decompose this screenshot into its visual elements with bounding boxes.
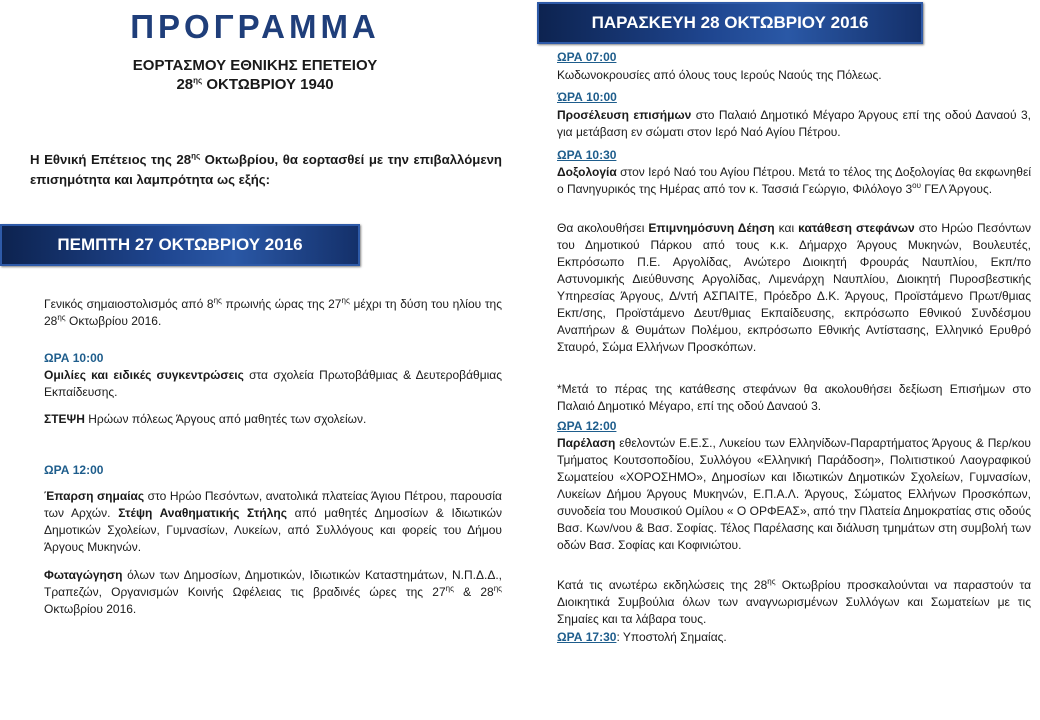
flag-lowering-line: ΩΡΑ 17:30: Υποστολή Σημαίας.: [557, 630, 727, 644]
page-title: ΠΡΟΓΡΑΜΜΑ: [130, 8, 380, 45]
thursday-time-1000: ΩΡΑ 10:00: [44, 351, 104, 365]
doxology-paragraph: Δοξολογία στον Ιερό Ναό του Αγίου Πέτρου. Μετά το τέλος της Δοξολογίας θα εκφωνηθεί ο Πανηγυρικός της Ημέρας από τον κ. Τασσιά Γεώργιο, Φιλόλογο $3^{o\upsilon}$ ΓΕΛ Άργους.: [557, 165, 1031, 196]
wreath-paragraph: ΣΤΕΨΗ Ηρώων πόλεως Άργους από μαθητές των σχολείων.: [44, 412, 367, 426]
thursday-banner: ΠΕΜΠΤΗ 27 ΟΚΤΩΒΡΙΟΥ 2016: [0, 224, 360, 266]
parade-paragraph: Παρέλαση εθελοντών Ε.Ε.Σ., Λυκείου των Ελληνίδων-Παραρτήματος Άργους & Περ/κου Τμήματος Κουτσοποδίου, Συλλόγου «Ελληνική Παράδοση», Πολιτιστικού Λαογραφικού Σωματείου «ΧΟΡΟΣΗΜΟ», Δημοσίων και Ιδιωτικών Δημοτικών Σχολείων, Γυμνασίων, Λυκείων Δήμου Άργους Μυκηνών, Ε.Π.Α.Λ. Άργους, Σώματος Ελλήνων Προσκόπων, συνοδεία του Μουσικού Ομίλου « Ο ΟΡΦΕΑΣ», από την Πλατεία Δημοκρατίας στις οδούς Βασ. Κων/νου & Βασ. Σοφίας. Τέλος Παρέλασης και διάλυση τμημάτων στη συμβολή των οδών Βασ. Σοφίας και Κοφινιώτου.: [557, 436, 1031, 552]
friday-banner: ΠΑΡΑΣΚΕΥΗ 28 ΟΚΤΩΒΡΙΟΥ 2016: [537, 2, 923, 44]
page-subtitle: [90, 56, 420, 94]
friday-time-0700: ΩΡΑ 07:00: [557, 50, 617, 64]
thursday-time-1200: ΩΡΑ 12:00: [44, 463, 104, 477]
reception-paragraph: *Μετά το πέρας της κατάθεσης στεφάνων θα ακολουθήσει δεξίωση Επισήμων στο Παλαιό Δημοτικό Μέγαρο, επί της οδού Δαναού 3.: [557, 382, 1031, 413]
flag-paragraph: Γενικός σημαιοστολισμός από $8^{\eta\varsigma}$ πρωινής ώρας της $27^{\eta\varsigma}$ μέχρι τη δύση του ηλίου της $28^{\eta\varsigma}$ Οκτωβρίου 2016.: [44, 296, 503, 328]
speeches-paragraph: Ομιλίες και ειδικές συγκεντρώσεις στα σχολεία Πρωτοβάθμιας & Δευτεροβάθμιας Εκπαίδευσης.: [44, 368, 502, 399]
bells-paragraph: Κωδωνοκρουσίες από όλους τους Ιερούς Ναούς της Πόλεως.: [557, 68, 882, 82]
friday-time-1200: ΩΡΑ 12:00: [557, 419, 617, 433]
illumination-paragraph: Φωταγώγηση όλων των Δημοσίων, Δημοτικών, Ιδιωτικών Καταστημάτων, Ν.Π.Δ.Δ., Τραπεζών, Οργανισμών Κοινής Ωφέλειας τις βραδινές ώρες της $27^{\eta\varsigma}$ & $28^{\eta\varsigma}$ Οκτωβρίου 2016.: [44, 568, 502, 616]
friday-time-1730: ΩΡΑ 17:30: [557, 630, 617, 644]
flag-raising-paragraph: Έπαρση σημαίας στο Ηρώο Πεσόντων, ανατολικά πλατείας Άγιου Πέτρου, παρουσία των Αρχών. Στέψη Αναθηματικής Στήλης από μαθητές Δημοσίων & Ιδιωτικών Δημοτικών Σχολείων, Γυμνασίων, Λυκείων, από Συλλόγους και φορείς του Δήμου Άργους Μυκηνών.: [44, 489, 502, 554]
subtitle-line-2: $28^{\eta\varsigma}$ ΟΚΤΩΒΡΙΟΥ 1940: [176, 76, 334, 93]
friday-time-1030: ΩΡΑ 10:30: [557, 148, 617, 162]
invitation-paragraph: Κατά τις ανωτέρω εκδηλώσεις της $28^{\eta\varsigma}$ Οκτωβρίου προσκαλούνται να παραστούν τα Διοικητικά Συμβούλια όλων των αναγνωρισμένων Συλλόγων και Σωματείων με τις Σημαίες και τα λάβαρα τους.: [557, 577, 1032, 626]
intro-paragraph: Η Εθνική Επέτειος της $28^{\eta\varsigma}$ Οκτωβρίου, θα εορτασθεί με την επιβαλλόμενη επισημότητα και λαμπρότητα ως εξής:: [30, 151, 502, 187]
friday-time-1000: ΏΡΑ 10:00: [557, 90, 617, 104]
memorial-paragraph: Θα ακολουθήσει Επιμνημόσυνη Δέηση και κατάθεση στεφάνων στο Ηρώο Πεσόντων του Δημοτικού Πάρκου από τους κ.κ. Δήμαρχο Άργους Μυκηνών, Βουλευτές, Εκπρόσωπο Π.Ε. Αργολίδας, Ανώτερο Διοικητή Φρουράς Ναυπλίου, Εκπ/πο Αστυνομικής Διεύθυνσης Αργολίδας, Λιμενάρχη Ναυπλίου, Διοικητή Πυροσβεστικής Υπηρεσίας Άργους, Δ/ντή ΑΣΠΑΙΤΕ, Πρόεδρο Δ.Κ. Άργους, Προϊστάμενο Πρωτ/θμιας Εκπ/σης, Προϊστάμενο Δευτ/θμιας Εκπαίδευσης, εκπρόσωπο Εθνικού Συνδέσμου Αναπήρων & Θυμάτων Πολέμου, εκπρόσωπο Εθνικής Αντίστασης, Ελληνικό Ερυθρό Σταυρό, Σώμα Ελλήνων Προσκόπων.: [557, 221, 1032, 354]
arrival-paragraph: Προσέλευση επισήμων στο Παλαιό Δημοτικό Μέγαρο Άργους επί της οδού Δαναού 3, για μετάβαση εν σώματι στον Ιερό Ναό Αγίου Πέτρου.: [557, 108, 1031, 139]
subtitle-line-1: ΕΟΡΤΑΣΜΟΥ ΕΘΝΙΚΗΣ ΕΠΕΤΕΙΟΥ: [132, 57, 378, 74]
